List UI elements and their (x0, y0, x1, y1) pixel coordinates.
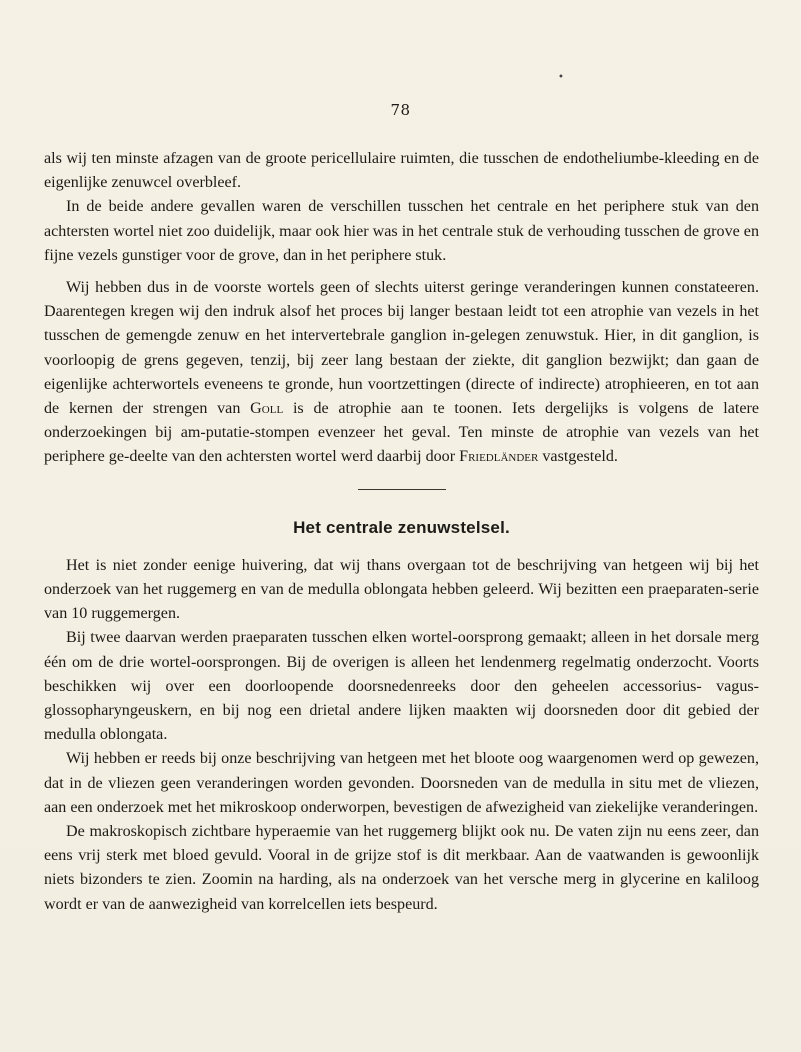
page-number: 78 (390, 101, 411, 119)
paragraph-3-part-3: vastgesteld. (538, 448, 618, 466)
section-heading: Het centrale zenuwstelsel. (293, 517, 510, 537)
paragraph-3 (44, 276, 759, 470)
paragraph-6: Wij hebben er reeds bij onze beschrijving van hetgeen met het bloote oog waargenomen werd op gewezen, dat in de vliezen geen veranderingen worden gevonden. Doorsneden van de medulla in situ met de vliezen, aan een onderzoek met het mikroskoop onderworpen, bevestigen de afwezigheid van ziekelijke veranderingen. (44, 750, 759, 816)
author-name-friedlander: Friedländer (459, 448, 539, 466)
paragraph-spacer (44, 268, 759, 276)
body-text (44, 147, 759, 917)
paragraph-4: Het is niet zonder eenige huivering, dat wij thans overgaan tot de beschrijving van hetgeen wij bij het onderzoek van het ruggemerg en van de medulla oblongata hebben geleerd. Wij bezitten een praeparaten-serie van 10 ruggemergen. (44, 556, 759, 623)
ink-mark: • (558, 72, 564, 83)
paragraph-2: In de beide andere gevallen waren de verschillen tusschen het centrale en het periphere stuk van den achtersten wortel niet zoo duidelijk, maar ook hier was in het centrale stuk de verhouding tusschen de grove en fijne vezels gunstiger voor de grove, dan in het periphere stuk. (44, 198, 759, 264)
paragraph-1: als wij ten minste afzagen van de groote pericellulaire ruimten, die tusschen de endotheliumbe-kleeding en de eigenlijke zenuwcel overbleef. (44, 150, 759, 192)
paragraph-3-part-1: Wij hebben dus in de voorste wortels geen of slechts uiterst geringe veranderingen kunnen constateeren. Daarentegen kregen wij den indruk alsof het proces bij langer bestaan leidt tot een atrophie van vezels in het tusschen de gemengde zenuw en het intervertebrale ganglion in-gelegen zenuwstuk. Hier, in dit ganglion, is voorloopig de grens gegeven, tenzij, bij zeer lang bestaan der ziekte, dit ganglion bezwijkt; dan gaan de eigenlijke achterwortels eveneens te gronde, hun voortzettingen (directe of indirecte) atrophieeren, en tot aan de kernen der strengen van (44, 279, 759, 418)
paragraph-7: De makroskopisch zichtbare hyperaemie van het ruggemerg blijkt ook nu. De vaten zijn nu eens zeer, dan eens vrij sterk met bloed gevuld. Vooral in de grijze stof is dit merkbaar. Aan de vaatwanden is gewoonlijk niets bizonders te zien. Zoomin na harding, als na onderzoek van het versche merg in glycerine en kaliloog wordt er van de aanwezigheid van korrelcellen iets bespeurd. (44, 823, 759, 913)
author-name-goll: Goll (250, 400, 284, 418)
paragraph-3-part-2: is de atrophie aan te toonen. Iets dergelijks is volgens de latere onderzoekingen bij am-putatie-stompen evenzeer het geval. Ten minste de atrophie van vezels van het periphere ge-deelte van den achtersten wortel werd daarbij door (44, 400, 759, 466)
paragraph-5: Bij twee daarvan werden praeparaten tusschen elken wortel-oorsprong gemaakt; alleen in het dorsale merg één om de drie wortel-oorsprongen. Bij de overigen is alleen het lendenmerg regelmatig onderzocht. Voorts beschikken wij over een doorloopende doorsnedenreeks door den geheelen accessorius- vagus- glossopharyngeuskern, en bij nog een drietal andere lijken maakten wij doorsneden door dit gebied der medulla oblongata. (44, 629, 759, 744)
section-divider (358, 489, 446, 490)
